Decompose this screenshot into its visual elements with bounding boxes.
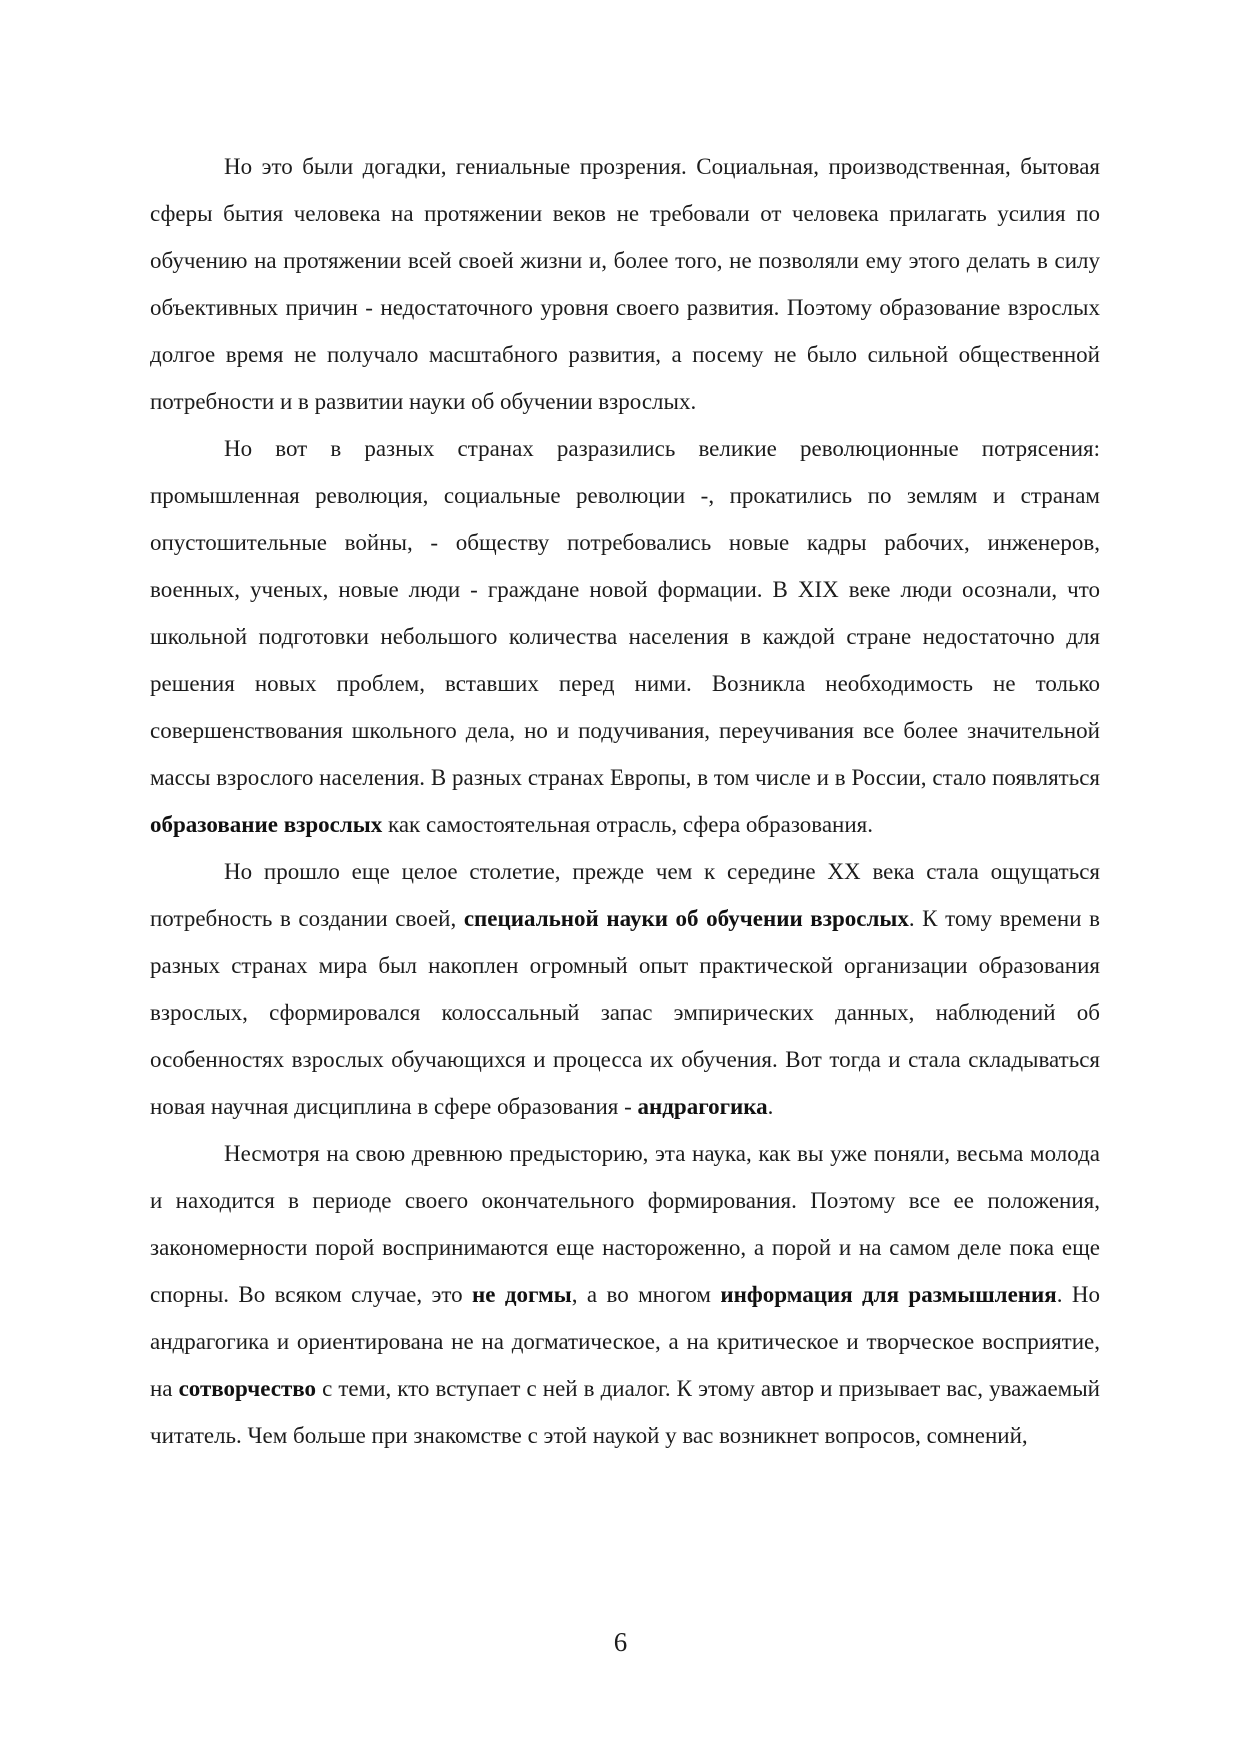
paragraph-4 xyxy=(150,1130,1100,1459)
page-number: 6 xyxy=(613,1627,628,1657)
text-run: Но это были догадки, гениальные прозрения. Социальная, производственная, бытовая сферы бытия человека на протяжении веков не требовали от человека прилагать усилия по обучению на протяжении всей своей жизни и, более того, не позволяли ему этого делать в силу объективных причин - недостаточного уровня своего развития. Поэтому образование взрослых долгое время не получало масштабного развития, а посему не было сильной общественной потребности и в развитии науки об обучении взрослых. xyxy=(150,154,1100,414)
text-run: Но прошло еще целое столетие, прежде чем к середине XX века стала ощущаться потребность в создании своей, xyxy=(150,859,1100,931)
text-run: как самостоятельная отрасль, сфера образования. xyxy=(382,812,873,837)
bold-term: андрагогика xyxy=(637,1094,768,1119)
text-run: Но вот в разных странах разразились великие революционные потрясения: промышленная революция, социальные революции -, прокатились по землям и странам опустошительные войны, - обществу потребовались новые кадры рабочих, инженеров, военных, ученых, новые люди - граждане новой формации. В XIX веке люди осознали, что школьной подготовки небольшого количества населения в каждой стране недостаточно для решения новых проблем, вставших перед ними. Возникла необходимость не только совершенствования школьного дела, но и подучивания, переучивания все более значительной массы взрослого населения. В разных странах Европы, в том числе и в России, стало появляться xyxy=(150,436,1100,790)
paragraph-1 xyxy=(150,143,1100,425)
text-run: с теми, кто вступает с ней в диалог. К этому автор и призывает вас, уважаемый читатель. Чем больше при знакомстве с этой наукой у вас возникнет вопросов, сомнений, xyxy=(150,1376,1100,1448)
bold-term: сотворчество xyxy=(178,1376,317,1401)
paragraph-2 xyxy=(150,425,1100,848)
paragraph-3 xyxy=(150,848,1100,1130)
bold-term: не догмы xyxy=(472,1282,572,1307)
text-run: . К тому времени в разных странах мира был накоплен огромный опыт практической организации образования взрослых, сформировался колоссальный запас эмпирических данных, наблюдений об особенностях взрослых обучающихся и процесса их обучения. Вот тогда и стала складываться новая научная дисциплина в сфере образования - xyxy=(150,906,1100,1119)
body-text xyxy=(150,143,1100,1459)
text-run: . xyxy=(767,1094,774,1119)
text-run: , а во многом xyxy=(571,1282,721,1307)
text-run: . Но андрагогика и ориентирована не на догматическое, а на критическое и творческое восприятие, на xyxy=(150,1282,1100,1401)
text-run: Несмотря на свою древнюю предысторию, эта наука, как вы уже поняли, весьма молода и находится в периоде своего окончательного формирования. Поэтому все ее положения, закономерности порой воспринимаются еще настороженно, а порой и на самом деле пока еще спорны. Во всяком случае, это xyxy=(150,1141,1100,1307)
bold-term: информация для размышления xyxy=(720,1282,1057,1307)
bold-term: специальной науки об обучении взрослых xyxy=(463,906,909,931)
bold-term: образование взрослых xyxy=(150,812,383,837)
